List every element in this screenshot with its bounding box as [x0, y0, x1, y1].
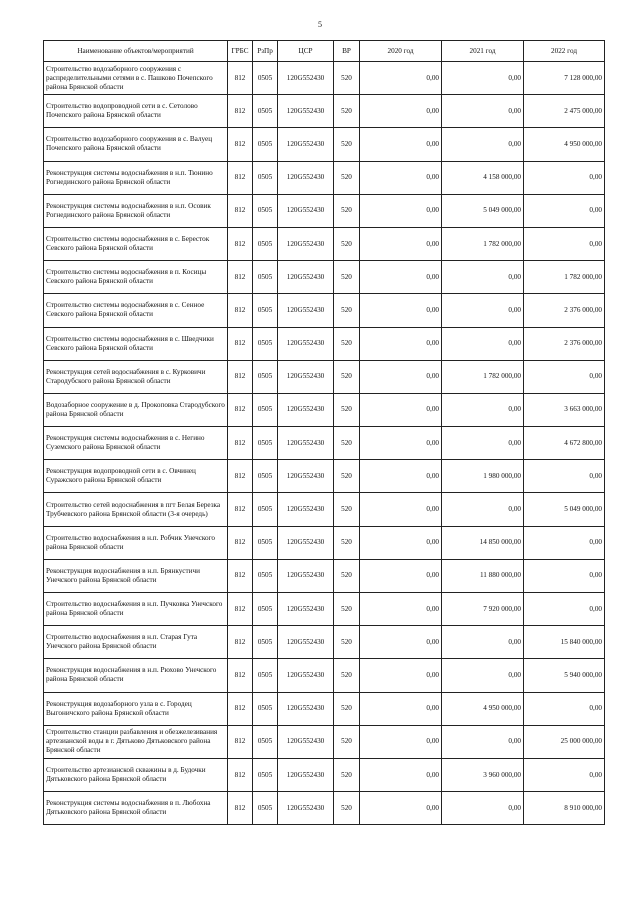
object-name: Строительство станции разбавления и обезжелезивания артезианской воды в г. Дятьково Дятьковского района Брянской области — [44, 725, 228, 758]
csr-cell: 120G552430 — [278, 559, 334, 592]
csr-cell: 120G552430 — [278, 526, 334, 559]
amount-2020-cell: 0,00 — [360, 161, 442, 194]
object-name: Реконструкция водозаборного узла в с. Городец Выгоничского района Брянской области — [44, 692, 228, 725]
amount-2021-cell: 0,00 — [442, 294, 524, 327]
rzpr-cell: 0505 — [253, 626, 278, 659]
table-row — [44, 95, 605, 128]
amount-2020-cell: 0,00 — [360, 626, 442, 659]
grbs-cell: 812 — [228, 493, 253, 526]
table-row — [44, 593, 605, 626]
amount-2022-cell: 2 376 000,00 — [524, 327, 605, 360]
rzpr-cell: 0505 — [253, 692, 278, 725]
amount-2022-cell: 0,00 — [524, 526, 605, 559]
object-name: Реконструкция системы водоснабжения в н.п. Осовик Рогнединского района Брянской области — [44, 194, 228, 227]
amount-2020-cell: 0,00 — [360, 227, 442, 260]
vr-cell: 520 — [334, 493, 360, 526]
vr-cell: 520 — [334, 194, 360, 227]
rzpr-cell: 0505 — [253, 758, 278, 791]
object-name: Реконструкция системы водоснабжения в с. Негино Суземского района Брянской области — [44, 427, 228, 460]
amount-2021-cell: 0,00 — [442, 659, 524, 692]
amount-2020-cell: 0,00 — [360, 294, 442, 327]
grbs-cell: 812 — [228, 758, 253, 791]
grbs-cell: 812 — [228, 128, 253, 161]
csr-cell: 120G552430 — [278, 128, 334, 161]
vr-cell: 520 — [334, 261, 360, 294]
amount-2020-cell: 0,00 — [360, 427, 442, 460]
amount-2021-cell: 1 782 000,00 — [442, 227, 524, 260]
header-2020: 2020 год — [360, 41, 442, 62]
object-name: Строительство водозаборного сооружения в с. Валуец Почепского района Брянской области — [44, 128, 228, 161]
grbs-cell: 812 — [228, 294, 253, 327]
csr-cell: 120G552430 — [278, 659, 334, 692]
amount-2020-cell: 0,00 — [360, 327, 442, 360]
rzpr-cell: 0505 — [253, 460, 278, 493]
vr-cell: 520 — [334, 294, 360, 327]
object-name: Строительство системы водоснабжения в с. Бересток Севского района Брянской области — [44, 227, 228, 260]
amount-2022-cell: 0,00 — [524, 758, 605, 791]
rzpr-cell: 0505 — [253, 227, 278, 260]
csr-cell: 120G552430 — [278, 692, 334, 725]
csr-cell: 120G552430 — [278, 360, 334, 393]
csr-cell: 120G552430 — [278, 626, 334, 659]
amount-2020-cell: 0,00 — [360, 194, 442, 227]
object-name: Строительство водопроводной сети в с. Сетолово Почепского района Брянской области — [44, 95, 228, 128]
table-row — [44, 62, 605, 95]
csr-cell: 120G552430 — [278, 593, 334, 626]
table-row — [44, 327, 605, 360]
amount-2020-cell: 0,00 — [360, 261, 442, 294]
vr-cell: 520 — [334, 128, 360, 161]
grbs-cell: 812 — [228, 360, 253, 393]
csr-cell: 120G552430 — [278, 460, 334, 493]
amount-2021-cell: 0,00 — [442, 427, 524, 460]
csr-cell: 120G552430 — [278, 294, 334, 327]
vr-cell: 520 — [334, 393, 360, 426]
table-header-row — [44, 41, 605, 62]
amount-2020-cell: 0,00 — [360, 792, 442, 825]
amount-2020-cell: 0,00 — [360, 95, 442, 128]
amount-2022-cell: 0,00 — [524, 460, 605, 493]
amount-2022-cell: 15 840 000,00 — [524, 626, 605, 659]
amount-2022-cell: 7 128 000,00 — [524, 62, 605, 95]
amount-2021-cell: 0,00 — [442, 128, 524, 161]
rzpr-cell: 0505 — [253, 593, 278, 626]
csr-cell: 120G552430 — [278, 758, 334, 791]
amount-2020-cell: 0,00 — [360, 360, 442, 393]
amount-2021-cell: 4 950 000,00 — [442, 692, 524, 725]
object-name: Реконструкция водоснабжения в н.п. Брянкустичи Унечского района Брянской области — [44, 559, 228, 592]
vr-cell: 520 — [334, 427, 360, 460]
amount-2020-cell: 0,00 — [360, 393, 442, 426]
csr-cell: 120G552430 — [278, 95, 334, 128]
grbs-cell: 812 — [228, 692, 253, 725]
object-name: Строительство системы водоснабжения в с. Шведчики Севского района Брянской области — [44, 327, 228, 360]
vr-cell: 520 — [334, 327, 360, 360]
object-name: Строительство системы водоснабжения в с. Сенное Севского района Брянской области — [44, 294, 228, 327]
vr-cell: 520 — [334, 792, 360, 825]
vr-cell: 520 — [334, 559, 360, 592]
table-row — [44, 559, 605, 592]
rzpr-cell: 0505 — [253, 526, 278, 559]
amount-2021-cell: 3 960 000,00 — [442, 758, 524, 791]
vr-cell: 520 — [334, 227, 360, 260]
amount-2021-cell: 0,00 — [442, 95, 524, 128]
amount-2022-cell: 0,00 — [524, 227, 605, 260]
header-grbs: ГРБС — [228, 41, 253, 62]
amount-2021-cell: 4 158 000,00 — [442, 161, 524, 194]
amount-2021-cell: 0,00 — [442, 327, 524, 360]
amount-2022-cell: 2 376 000,00 — [524, 294, 605, 327]
object-name: Строительство сетей водоснабжения в пгт Белая Березка Трубчевского района Брянской области (3-я очередь) — [44, 493, 228, 526]
object-name: Строительство артезианской скважины в д. Будочки Дятьковского района Брянской области — [44, 758, 228, 791]
table-row — [44, 526, 605, 559]
amount-2022-cell: 5 940 000,00 — [524, 659, 605, 692]
amount-2020-cell: 0,00 — [360, 62, 442, 95]
rzpr-cell: 0505 — [253, 161, 278, 194]
header-name: Наименование объектов/мероприятий — [44, 41, 228, 62]
csr-cell: 120G552430 — [278, 493, 334, 526]
amount-2020-cell: 0,00 — [360, 460, 442, 493]
amount-2021-cell: 14 850 000,00 — [442, 526, 524, 559]
amount-2021-cell: 0,00 — [442, 725, 524, 758]
table-row — [44, 692, 605, 725]
rzpr-cell: 0505 — [253, 261, 278, 294]
table-row — [44, 725, 605, 758]
table-row — [44, 460, 605, 493]
amount-2021-cell: 0,00 — [442, 62, 524, 95]
vr-cell: 520 — [334, 626, 360, 659]
amount-2022-cell: 1 782 000,00 — [524, 261, 605, 294]
csr-cell: 120G552430 — [278, 427, 334, 460]
csr-cell: 120G552430 — [278, 227, 334, 260]
amount-2021-cell: 0,00 — [442, 393, 524, 426]
rzpr-cell: 0505 — [253, 360, 278, 393]
amount-2022-cell: 0,00 — [524, 360, 605, 393]
vr-cell: 520 — [334, 161, 360, 194]
table-row — [44, 294, 605, 327]
table-row — [44, 758, 605, 791]
amount-2021-cell: 7 920 000,00 — [442, 593, 524, 626]
amount-2021-cell: 0,00 — [442, 792, 524, 825]
amount-2020-cell: 0,00 — [360, 758, 442, 791]
object-name: Строительство водоснабжения в н.п. Старая Гута Унечского района Брянской области — [44, 626, 228, 659]
amount-2022-cell: 0,00 — [524, 194, 605, 227]
table-row — [44, 393, 605, 426]
csr-cell: 120G552430 — [278, 393, 334, 426]
grbs-cell: 812 — [228, 526, 253, 559]
table-row — [44, 427, 605, 460]
object-name: Строительство водоснабжения в н.п. Пучковка Унечского района Брянской области — [44, 593, 228, 626]
amount-2022-cell: 0,00 — [524, 692, 605, 725]
object-name: Реконструкция системы водоснабжения в н.п. Тюнино Рогнединского района Брянской области — [44, 161, 228, 194]
grbs-cell: 812 — [228, 792, 253, 825]
grbs-cell: 812 — [228, 725, 253, 758]
amount-2020-cell: 0,00 — [360, 692, 442, 725]
vr-cell: 520 — [334, 659, 360, 692]
amount-2021-cell: 5 049 000,00 — [442, 194, 524, 227]
header-csr: ЦСР — [278, 41, 334, 62]
csr-cell: 120G552430 — [278, 194, 334, 227]
vr-cell: 520 — [334, 360, 360, 393]
amount-2022-cell: 3 663 000,00 — [524, 393, 605, 426]
rzpr-cell: 0505 — [253, 559, 278, 592]
amount-2021-cell: 0,00 — [442, 626, 524, 659]
grbs-cell: 812 — [228, 261, 253, 294]
rzpr-cell: 0505 — [253, 493, 278, 526]
rzpr-cell: 0505 — [253, 427, 278, 460]
object-name: Строительство водоснабжения в н.п. Робчик Унечского района Брянской области — [44, 526, 228, 559]
grbs-cell: 812 — [228, 95, 253, 128]
amount-2020-cell: 0,00 — [360, 493, 442, 526]
header-2022: 2022 год — [524, 41, 605, 62]
amount-2022-cell: 8 910 000,00 — [524, 792, 605, 825]
vr-cell: 520 — [334, 526, 360, 559]
amount-2022-cell: 25 000 000,00 — [524, 725, 605, 758]
grbs-cell: 812 — [228, 559, 253, 592]
table-row — [44, 128, 605, 161]
amount-2021-cell: 0,00 — [442, 493, 524, 526]
vr-cell: 520 — [334, 460, 360, 493]
rzpr-cell: 0505 — [253, 725, 278, 758]
page-number: 5 — [318, 20, 322, 29]
amount-2022-cell: 0,00 — [524, 593, 605, 626]
table-row — [44, 626, 605, 659]
amount-2020-cell: 0,00 — [360, 593, 442, 626]
csr-cell: 120G552430 — [278, 792, 334, 825]
rzpr-cell: 0505 — [253, 659, 278, 692]
grbs-cell: 812 — [228, 161, 253, 194]
grbs-cell: 812 — [228, 593, 253, 626]
amount-2020-cell: 0,00 — [360, 526, 442, 559]
grbs-cell: 812 — [228, 460, 253, 493]
vr-cell: 520 — [334, 593, 360, 626]
amount-2022-cell: 4 672 800,00 — [524, 427, 605, 460]
csr-cell: 120G552430 — [278, 261, 334, 294]
grbs-cell: 812 — [228, 626, 253, 659]
grbs-cell: 812 — [228, 393, 253, 426]
amount-2021-cell: 1 782 000,00 — [442, 360, 524, 393]
amount-2021-cell: 0,00 — [442, 261, 524, 294]
amount-2022-cell: 0,00 — [524, 559, 605, 592]
amount-2022-cell: 2 475 000,00 — [524, 95, 605, 128]
table-row — [44, 261, 605, 294]
grbs-cell: 812 — [228, 659, 253, 692]
amount-2021-cell: 1 980 000,00 — [442, 460, 524, 493]
object-name: Водозаборное сооружение в д. Прокоповка Стародубского района Брянской области — [44, 393, 228, 426]
grbs-cell: 812 — [228, 227, 253, 260]
amount-2021-cell: 11 880 000,00 — [442, 559, 524, 592]
table-row — [44, 161, 605, 194]
budget-table — [43, 40, 605, 825]
amount-2020-cell: 0,00 — [360, 725, 442, 758]
object-name: Реконструкция водоснабжения в н.п. Рюхово Унечского района Брянской области — [44, 659, 228, 692]
amount-2020-cell: 0,00 — [360, 559, 442, 592]
amount-2022-cell: 0,00 — [524, 161, 605, 194]
header-rzpr: РзПр — [253, 41, 278, 62]
rzpr-cell: 0505 — [253, 393, 278, 426]
rzpr-cell: 0505 — [253, 194, 278, 227]
grbs-cell: 812 — [228, 194, 253, 227]
table-row — [44, 360, 605, 393]
rzpr-cell: 0505 — [253, 327, 278, 360]
amount-2020-cell: 0,00 — [360, 659, 442, 692]
table-row — [44, 792, 605, 825]
grbs-cell: 812 — [228, 327, 253, 360]
header-2021: 2021 год — [442, 41, 524, 62]
csr-cell: 120G552430 — [278, 725, 334, 758]
object-name: Реконструкция системы водоснабжения в п. Любохна Дятьковского района Брянской области — [44, 792, 228, 825]
rzpr-cell: 0505 — [253, 294, 278, 327]
csr-cell: 120G552430 — [278, 161, 334, 194]
rzpr-cell: 0505 — [253, 95, 278, 128]
vr-cell: 520 — [334, 95, 360, 128]
rzpr-cell: 0505 — [253, 792, 278, 825]
object-name: Строительство системы водоснабжения в п. Косицы Севского района Брянской области — [44, 261, 228, 294]
object-name: Строительство водозаборного сооружения с распределительными сетями в с. Пашково Почепского района Брянской области — [44, 62, 228, 95]
rzpr-cell: 0505 — [253, 128, 278, 161]
vr-cell: 520 — [334, 725, 360, 758]
object-name: Реконструкция водопроводной сети в с. Овчинец Суражского района Брянской области — [44, 460, 228, 493]
grbs-cell: 812 — [228, 427, 253, 460]
table-row — [44, 493, 605, 526]
table-row — [44, 659, 605, 692]
csr-cell: 120G552430 — [278, 62, 334, 95]
vr-cell: 520 — [334, 62, 360, 95]
rzpr-cell: 0505 — [253, 62, 278, 95]
table-row — [44, 194, 605, 227]
amount-2020-cell: 0,00 — [360, 128, 442, 161]
amount-2022-cell: 5 049 000,00 — [524, 493, 605, 526]
header-vr: ВР — [334, 41, 360, 62]
object-name: Реконструкция сетей водоснабжения в с. Курковичи Стародубского района Брянской области — [44, 360, 228, 393]
grbs-cell: 812 — [228, 62, 253, 95]
amount-2022-cell: 4 950 000,00 — [524, 128, 605, 161]
vr-cell: 520 — [334, 692, 360, 725]
table-row — [44, 227, 605, 260]
csr-cell: 120G552430 — [278, 327, 334, 360]
vr-cell: 520 — [334, 758, 360, 791]
